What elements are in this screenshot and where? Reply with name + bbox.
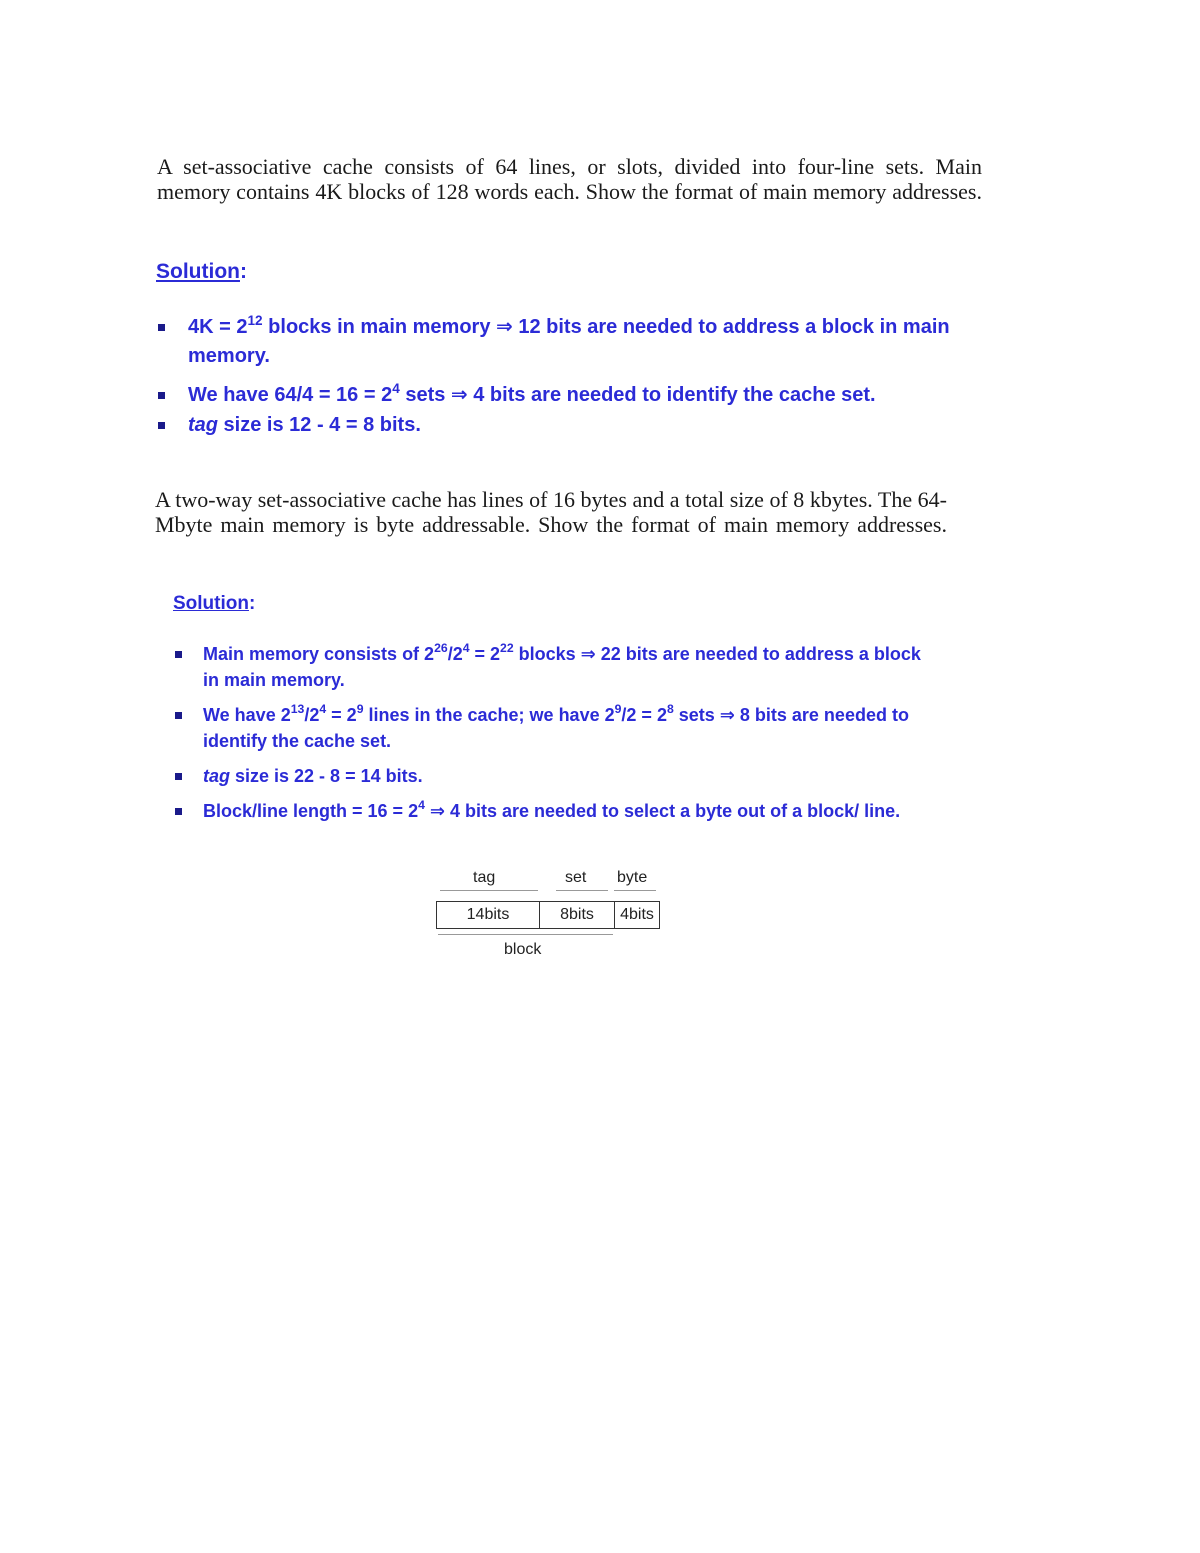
bullet-square-icon	[175, 712, 182, 719]
address-fields-row	[436, 901, 660, 929]
tag-field: 14bits	[437, 902, 540, 928]
byte-label: byte	[617, 869, 648, 886]
set-label: set	[565, 869, 587, 886]
solution-2-list	[203, 641, 933, 833]
bullet-square-icon	[175, 651, 182, 658]
byte-field: 4bits	[620, 906, 654, 923]
list-item: We have $64/4 = 16 = 2^4$ sets ⇒ 4 bits are needed to identify the cache set.	[188, 381, 988, 410]
list-item: tag size is 22 - 8 = 14 bits.	[203, 763, 933, 789]
solution-1-label: Solution	[156, 260, 240, 283]
solution-2-colon: :	[248, 593, 256, 614]
byte-brace	[614, 890, 656, 891]
set-field: 8bits	[540, 902, 615, 928]
tag-brace	[440, 890, 538, 891]
bullet-square-icon	[175, 808, 182, 815]
list-item: Block/line length = $16 = 2^4$ ⇒ 4 bits are needed to select a byte out of a block/ line.	[203, 798, 933, 824]
solution-1-list	[188, 313, 988, 440]
list-item: Main memory consists of $2^{26}/2^4 = 2^{22}$ blocks ⇒ 22 bits are needed to address a block in main memory.	[203, 641, 933, 693]
solution-1-colon: :	[239, 260, 247, 283]
bullet-square-icon	[158, 422, 165, 429]
set-brace	[556, 890, 608, 891]
list-item: $4K = 2^{12}$ blocks in main memory ⇒ 12 bits are needed to address a block in main memory.	[188, 313, 988, 371]
bullet-square-icon	[158, 392, 165, 399]
list-item: tag size is 12 - 4 = 8 bits.	[188, 411, 988, 440]
list-item: We have $2^{13}/2^4 = 2^9$ lines in the cache; we have $2^9/2 = 2^8$ sets ⇒ 8 bits are needed to identify the cache set.	[203, 702, 933, 754]
block-brace	[438, 934, 613, 935]
bullet-square-icon	[158, 324, 165, 331]
solution-2-label: Solution	[173, 593, 249, 614]
block-label: block	[504, 941, 542, 958]
solution-1-heading	[156, 260, 247, 284]
solution-2-heading	[173, 593, 255, 615]
problem-1-text: A set-associative cache consists of 64 lines, or slots, divided into four-line sets. Main memory contains 4K blocks of 128 words each. Show the format of main memory addresses.	[157, 154, 982, 204]
bullet-square-icon	[175, 773, 182, 780]
address-format-diagram	[436, 864, 666, 974]
tag-label: tag	[473, 869, 496, 886]
problem-2-text: A two-way set-associative cache has lines of 16 bytes and a total size of 8 kbytes. The 64-Mbyte main memory is byte addressable. Show the format of main memory addresses.	[155, 487, 947, 537]
